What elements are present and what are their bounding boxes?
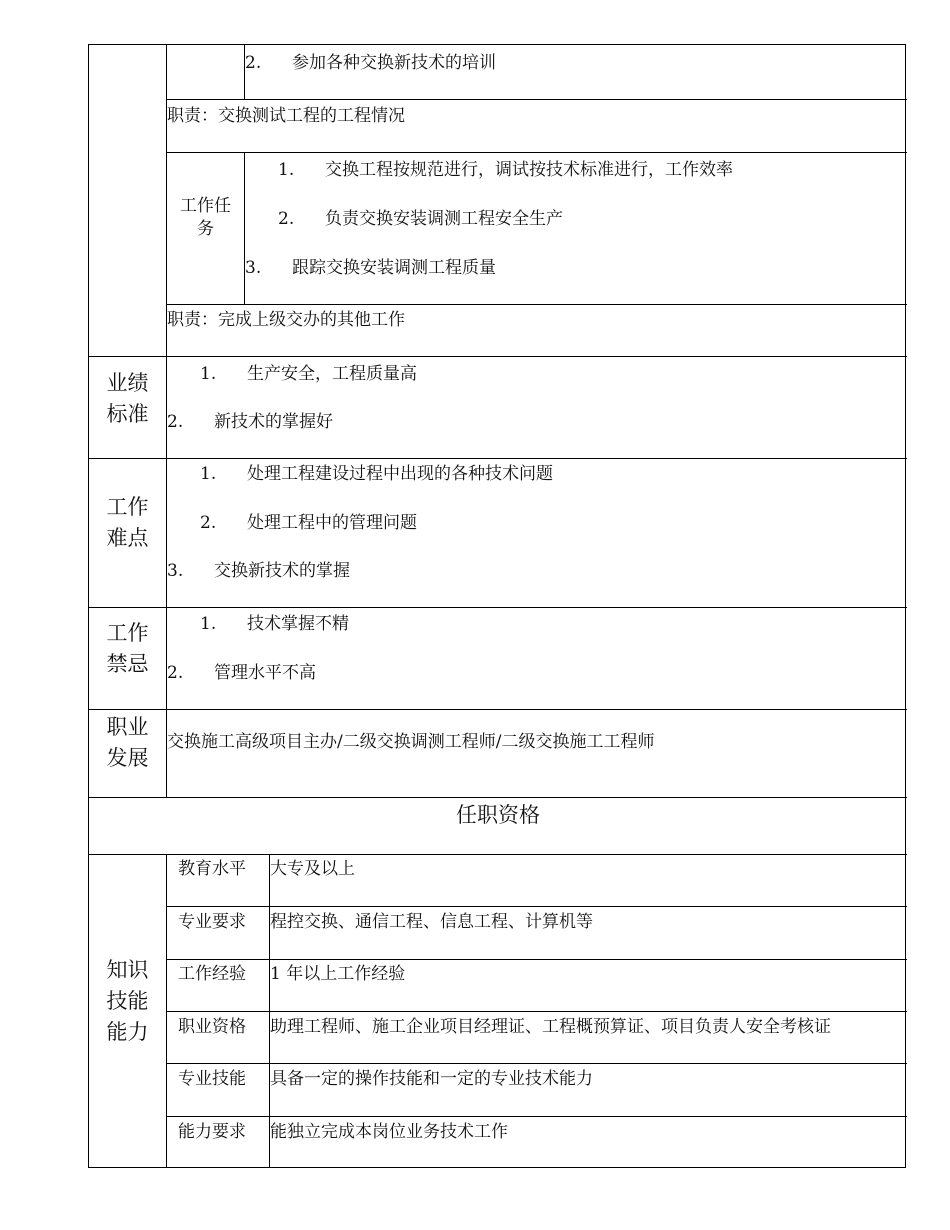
list-number: 1. [278, 160, 295, 180]
qualification-label: 工作经验 [178, 964, 246, 984]
list-number: 2. [167, 663, 184, 683]
qualification-value: 大专及以上 [270, 859, 355, 879]
column-divider [244, 152, 245, 304]
row-divider [166, 99, 907, 100]
row-divider [89, 458, 907, 459]
duty-text: 职责：交换测试工程的工程情况 [167, 106, 405, 126]
row-divider [89, 607, 907, 608]
list-number: 1. [200, 614, 217, 634]
row-divider [166, 1011, 907, 1012]
list-text: 交换工程按规范进行，调试按技术标准进行，工作效率 [325, 160, 733, 180]
row-divider [166, 152, 907, 153]
list-number: 3. [245, 258, 262, 278]
task-label: 工作任 务 [180, 196, 231, 239]
row-divider [89, 356, 907, 357]
qualification-label: 专业技能 [178, 1069, 246, 1089]
qualification-value: 程控交换、通信工程、信息工程、计算机等 [270, 912, 593, 932]
list-text: 参加各种交换新技术的培训 [292, 53, 496, 73]
qualification-value: 1 年以上工作经验 [270, 964, 406, 984]
row-divider [166, 1063, 907, 1064]
qualification-value: 能独立完成本岗位业务技术工作 [270, 1122, 508, 1142]
list-number: 2. [245, 53, 262, 73]
qualification-label: 专业要求 [178, 912, 246, 932]
career-text: 交换施工高级项目主办/二级交换调测工程师/二级交换施工工程师 [167, 732, 655, 752]
qualification-label: 职业资格 [178, 1017, 246, 1037]
list-text: 处理工程中的管理问题 [247, 513, 417, 533]
list-text: 交换新技术的掌握 [214, 561, 350, 581]
qualification-value: 助理工程师、施工企业项目经理证、工程概预算证、项目负责人安全考核证 [270, 1017, 831, 1037]
career-label: 职业 发展 [106, 715, 149, 770]
list-text: 跟踪交换安装调测工程质量 [292, 258, 496, 278]
qualification-value: 具备一定的操作技能和一定的专业技术能力 [270, 1069, 593, 1089]
job-description-table [88, 44, 906, 1168]
list-number: 3. [167, 561, 184, 581]
list-text: 负责交换安装调测工程安全生产 [325, 209, 563, 229]
list-number: 1. [200, 364, 217, 384]
row-divider [89, 709, 907, 710]
row-divider [89, 854, 907, 855]
list-text: 技术掌握不精 [247, 614, 349, 634]
list-text: 处理工程建设过程中出现的各种技术问题 [247, 464, 553, 484]
performance-label: 业绩 标准 [106, 371, 149, 426]
section-title: 任职资格 [456, 803, 540, 827]
list-number: 2. [200, 513, 217, 533]
list-number: 2. [278, 209, 295, 229]
duty-text: 职责：完成上级交办的其他工作 [167, 310, 405, 330]
list-text: 新技术的掌握好 [214, 412, 333, 432]
list-text: 生产安全，工程质量高 [247, 364, 417, 384]
qualification-label: 能力要求 [178, 1122, 246, 1142]
list-number: 2. [167, 412, 184, 432]
column-divider [166, 854, 167, 1167]
row-divider [166, 1116, 907, 1117]
taboos-label: 工作 禁忌 [106, 621, 149, 676]
row-divider [166, 304, 907, 305]
list-text: 管理水平不高 [214, 663, 316, 683]
qualification-label: 教育水平 [178, 859, 246, 879]
list-number: 1. [200, 464, 217, 484]
row-divider [166, 906, 907, 907]
knowledge-label: 知识 技能 能力 [106, 958, 149, 1044]
difficulties-label: 工作 难点 [106, 495, 149, 550]
row-divider [89, 797, 907, 798]
row-divider [166, 959, 907, 960]
